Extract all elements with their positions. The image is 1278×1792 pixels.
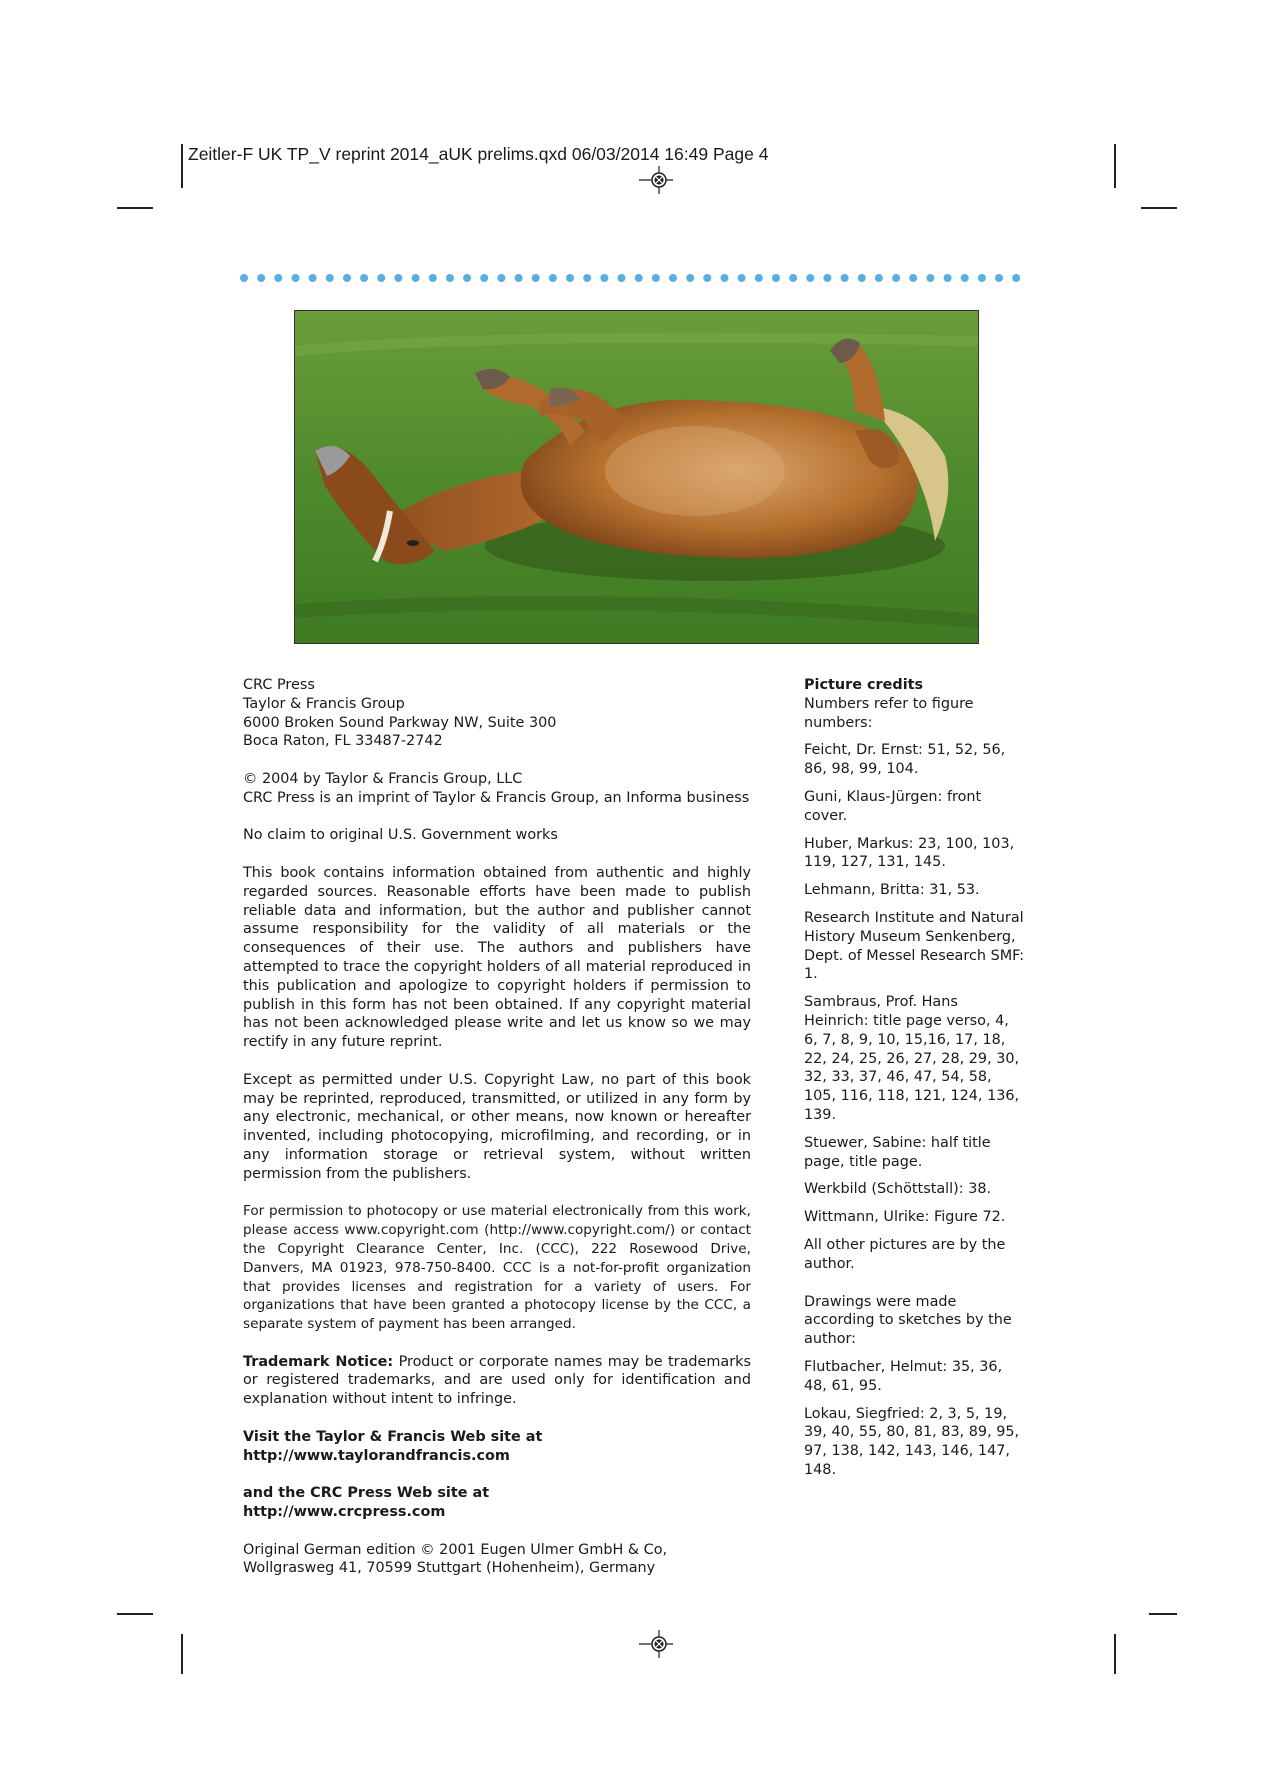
decorative-dot [944,274,952,282]
publisher-street: 6000 Broken Sound Parkway NW, Suite 300 [243,714,557,731]
decorative-dot [789,274,797,282]
tf-website [243,1428,751,1466]
decorative-dot [652,274,660,282]
decorative-dot [377,274,385,282]
decorative-dot [772,274,780,282]
original-edition [243,1541,751,1579]
crc-website [243,1484,751,1522]
credit-entry: Lokau, Siegfried: 2, 3, 5, 19, 39, 40, 55, 80, 81, 83, 89, 95, 97, 138, 142, 143, 146, 147, 148. [804,1405,1020,1478]
decorative-dot [600,274,608,282]
horse-photo [294,310,979,644]
credit-entry: Lehmann, Britta: 31, 53. [804,882,980,899]
credit-entry: Flutbacher, Helmut: 35, 36, 48, 61, 95. [804,1358,1003,1394]
decorative-dot [240,274,248,282]
copyright-line: © 2004 by Taylor & Francis Group, LLC [243,770,523,787]
crc-website-url[interactable]: http://www.crcpress.com [243,1504,446,1521]
credits-intro: Numbers refer to figure numbers: [804,695,974,731]
decorative-dot [926,274,934,282]
publisher-group: Taylor & Francis Group [243,695,405,712]
decorative-dot [875,274,883,282]
copyright-notice [243,770,751,808]
publisher-name: CRC Press [243,677,315,693]
publisher-address [243,676,751,751]
decorative-dot [961,274,969,282]
crop-mark-top-left-v [181,144,183,188]
credit-entry: Stuewer, Sabine: half title page, title page. [804,1134,991,1170]
imprint-line: CRC Press is an imprint of Taylor & Francis Group, an Informa business [243,789,750,806]
registration-mark-top-icon [633,166,673,194]
crc-website-label: and the CRC Press Web site at [243,1485,490,1502]
copyright-law-paragraph: Except as permitted under U.S. Copyright Law, no part of this book may be reprinted, reproduced, transmitted, or utilized in any form by any electronic, mechanical, or other means, now known or hereafter invented, including photocopying, microfilming, and recording, or in any information storage or retrieval system, without written permission from the publishers. [243,1071,751,1182]
credit-entry: Feicht, Dr. Ernst: 51, 52, 56, 86, 98, 99, 104. [804,742,1006,778]
crop-mark-bottom-right-h [1149,1613,1177,1615]
tf-website-label: Visit the Taylor & Francis Web site at [243,1428,543,1445]
decorative-dot [1012,274,1020,282]
decorative-dot [909,274,917,282]
decorative-dot [429,274,437,282]
decorative-dot [446,274,454,282]
original-edition-line2: Wollgrasweg 41, 70599 Stuttgart (Hohenheim), Germany [243,1560,656,1577]
decorative-dot [995,274,1003,282]
crop-mark-bottom-left-v [181,1634,183,1674]
crop-mark-top-right-h [1141,207,1177,209]
decorative-dot [343,274,351,282]
decorative-dot [618,274,626,282]
credits-list [804,741,1026,1273]
decorative-dot [703,274,711,282]
decorative-dot [463,274,471,282]
picture-credits [804,676,1026,1489]
decorative-dot [669,274,677,282]
decorative-dot [978,274,986,282]
decorative-dot [755,274,763,282]
decorative-dot [360,274,368,282]
credit-entry: Sambraus, Prof. Hans Heinrich: title page verso, 4, 6, 7, 8, 9, 10, 15,16, 17, 18, 22, 24, 25, 26, 27, 28, 29, 30, 32, 33, 37, 46, 47, 54, 58, 105, 116, 118, 121, 124, 136, 139. [804,994,1020,1123]
no-claim-notice: No claim to original U.S. Government works [243,827,558,844]
trademark-notice [243,1353,751,1409]
drawings-list [804,1358,1026,1480]
decorative-dot [532,274,540,282]
decorative-dot [566,274,574,282]
credit-entry: Research Institute and Natural History Museum Senkenberg, Dept. of Messel Research SMF: 1. [804,909,1025,983]
permission-paragraph: For permission to photocopy or use material electronically from this work, please access www.copyright.com (http://www.copyright.com/) or contact the Copyright Clearance Center, Inc. (CCC), 222 Rosewood Drive, Danvers, MA 01923, 978-750-8400. CCC is a not-for-profit organization that provides licenses and registration for a variety of users. For organizations that have been granted a photocopy license by the CCC, a separate system of payment has been arranged. [243,1203,751,1333]
registration-mark-bottom-icon [633,1630,673,1658]
decorative-dot [806,274,814,282]
decorative-dot [292,274,300,282]
crop-mark-bottom-right-v [1114,1634,1116,1674]
credit-entry: All other pictures are by the author. [804,1236,1006,1272]
decorative-dot-rule [240,271,1020,285]
decorative-dot [721,274,729,282]
publisher-city: Boca Raton, FL 33487-2742 [243,733,443,750]
decorative-dot [686,274,694,282]
decorative-dot [549,274,557,282]
decorative-dot [841,274,849,282]
trademark-text: Product or corporate names may be trademarks or registered trademarks, and are used only for identification and explanation without intent to infringe. [243,1353,751,1408]
credits-title: Picture credits [804,677,924,693]
imprint-column [243,676,751,1597]
horse-rolling-image [295,311,979,644]
decorative-dot [823,274,831,282]
credit-entry: Huber, Markus: 23, 100, 103, 119, 127, 131, 145. [804,835,1015,871]
trademark-label: Trademark Notice: [243,1353,394,1370]
crop-mark-top-left-h [117,207,153,209]
decorative-dot [497,274,505,282]
crop-mark-bottom-left-h [117,1613,153,1615]
crop-mark-top-right-v [1114,144,1116,188]
credit-entry: Werkbild (Schöttstall): 38. [804,1181,992,1198]
decorative-dot [858,274,866,282]
decorative-dot [583,274,591,282]
decorative-dot [412,274,420,282]
decorative-dot [892,274,900,282]
decorative-dot [257,274,265,282]
decorative-dot [326,274,334,282]
decorative-dot [480,274,488,282]
drawings-intro: Drawings were made according to sketches by the author: [804,1293,1012,1348]
decorative-dot [274,274,282,282]
decorative-dot [515,274,523,282]
tf-website-url[interactable]: http://www.taylorandfrancis.com [243,1447,510,1464]
decorative-dot [309,274,317,282]
decorative-dot [635,274,643,282]
original-edition-line1: Original German edition © 2001 Eugen Ulmer GmbH & Co, [243,1541,668,1558]
info-paragraph: This book contains information obtained from authentic and highly regarded sources. Reasonable efforts have been made to publish reliable data and information, but the author and publisher cannot assume responsibility for the validity of all materials or the consequences of their use. The authors and publishers have attempted to trace the copyright holders of all material reproduced in this publication and apologize to copyright holders if permission to publish in this form has not been obtained. If any copyright material has not been acknowledged please write and let us know so we may rectify in any future reprint. [243,864,751,1051]
decorative-dot [738,274,746,282]
credit-entry: Guni, Klaus-Jürgen: front cover. [804,788,982,824]
decorative-dot [394,274,402,282]
credit-entry: Wittmann, Ulrike: Figure 72. [804,1209,1006,1226]
printer-slug: Zeitler-F UK TP_V reprint 2014_aUK prelims.qxd 06/03/2014 16:49 Page 4 [188,144,769,164]
